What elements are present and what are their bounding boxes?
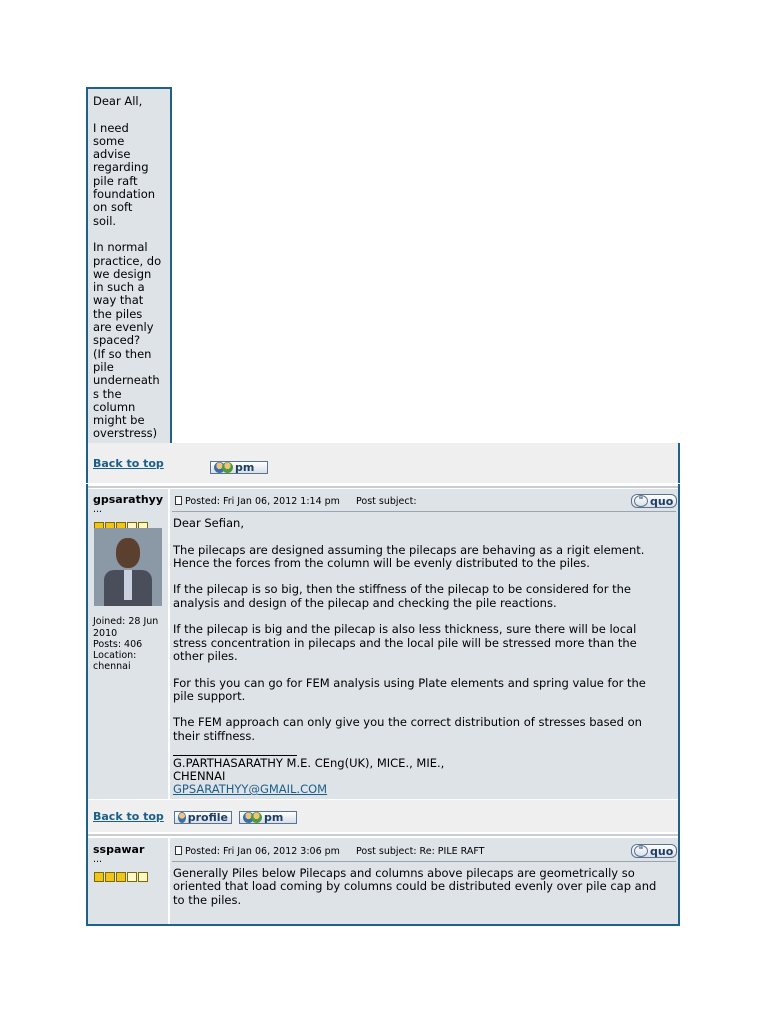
message-line: some: [93, 133, 125, 148]
message-line: other piles.: [173, 648, 238, 663]
message-line: [173, 610, 677, 623]
quote-label: quo: [650, 494, 674, 508]
post1-back-to-top-link[interactable]: Back to top: [93, 810, 164, 823]
post-icon: [175, 496, 182, 505]
message-line: the piles: [93, 306, 143, 321]
message-line: stress concentration in pilecaps and the local pile will be stressed more than the: [173, 635, 637, 650]
post1-signature-line2: CHENNAI: [173, 769, 226, 783]
post1-signature-line1: G.PARTHASARATHY M.E. CEng(UK), MICE., MIE.,: [173, 756, 445, 770]
message-line: to the piles.: [173, 892, 242, 907]
post1-email-link[interactable]: GPSARATHYY@GMAIL.COM: [173, 782, 328, 796]
message-line: oriented that load coming by columns could be distributed evenly over pile cap and: [173, 879, 657, 894]
post1-profile-button[interactable]: [174, 811, 232, 824]
message-line: on soft: [93, 200, 133, 215]
message-line: s the: [93, 386, 122, 401]
post0-pm-button[interactable]: [210, 461, 268, 474]
message-line: their stiffness.: [173, 728, 256, 743]
message-line: [173, 663, 677, 676]
quote-icon: ": [634, 495, 648, 507]
post-icon: [175, 846, 182, 855]
rank-star-icon: [138, 872, 148, 882]
post2-header: [175, 846, 484, 858]
message-line: [173, 703, 677, 716]
message-line: soil.: [93, 213, 117, 228]
quote-label: quo: [650, 844, 674, 858]
post2-author-sub: ...: [93, 854, 103, 865]
message-line: underneath: [93, 373, 160, 388]
post1-pm-button[interactable]: [239, 811, 297, 824]
user-icon: [222, 462, 233, 473]
message-line: Generally Piles below Pilecaps and columns above pilecaps are geometrically so: [173, 866, 635, 880]
user-icon: [251, 812, 262, 823]
message-line: If the pilecap is big and the pilecap is also less thickness, sure there will be local: [173, 622, 637, 637]
post1-header: [175, 496, 417, 508]
post1-subject: Post subject:: [356, 496, 417, 507]
quote-icon: ": [634, 845, 648, 857]
message-line: analysis and design of the pilecap and checking the pile reactions.: [173, 595, 557, 610]
post2-posted: Posted: Fri Jan 06, 2012 3:06 pm: [185, 846, 340, 857]
post1-quote-button[interactable]: [631, 494, 677, 508]
message-line: For this you can go for FEM analysis using Plate elements and spring value for the: [173, 675, 646, 690]
rank-star-icon: [105, 872, 115, 882]
message-line: [173, 530, 677, 543]
message-line: advise: [93, 147, 131, 162]
post0-message: [93, 95, 169, 441]
message-line: pile raft: [93, 173, 138, 188]
post1-author-sub: ...: [93, 504, 103, 515]
post1-message: [173, 517, 677, 743]
profile-label: profile: [187, 811, 228, 824]
message-line: Hence the forces from the column will be evenly distributed to the piles.: [173, 555, 590, 570]
message-line: are evenly: [93, 320, 154, 335]
message-line: in such a: [93, 280, 145, 295]
rank-star-icon: [127, 872, 137, 882]
post0-back-to-top-link[interactable]: Back to top: [93, 457, 164, 470]
post1-joined: Joined: 28 Jun 2010: [93, 616, 159, 639]
post2-quote-button[interactable]: [631, 844, 677, 858]
message-line: overstress): [93, 426, 158, 441]
message-line: The pilecaps are designed assuming the pilecaps are behaving as a rigit element.: [173, 542, 645, 557]
message-line: might be: [93, 413, 145, 428]
pm-label: pm: [264, 811, 284, 824]
message-line: The FEM approach can only give you the correct distribution of stresses based on: [173, 715, 642, 730]
rank-star-icon: [94, 872, 104, 882]
post2-message: [173, 867, 677, 907]
post2-rank-stars: [94, 867, 149, 886]
post1-posts: Posts: 406: [93, 639, 143, 650]
message-line: [93, 108, 169, 121]
post1-location: chennai: [93, 661, 131, 672]
message-line: column: [93, 399, 136, 414]
post0-footer-row: [86, 443, 680, 483]
post2-subject: Post subject: Re: PILE RAFT: [356, 846, 485, 857]
avatar: [94, 528, 162, 606]
message-line: In normal: [93, 240, 148, 255]
post1-posted: Posted: Fri Jan 06, 2012 1:14 pm: [185, 496, 340, 507]
post1-author-name[interactable]: gpsarathyy: [93, 493, 163, 506]
message-line: If the pilecap is so big, then the stiffness of the pilecap to be considered for the: [173, 582, 631, 597]
message-line: we design: [93, 266, 152, 281]
message-line: pile: [93, 359, 114, 374]
rank-star-icon: [116, 872, 126, 882]
post1-location-label: Location:: [93, 650, 137, 661]
message-line: spaced?: [93, 333, 141, 348]
message-line: (If so then: [93, 346, 152, 361]
message-line: practice, do: [93, 253, 162, 268]
message-line: [173, 570, 677, 583]
message-line: I need: [93, 120, 129, 135]
message-line: foundation: [93, 187, 156, 202]
message-line: Dear All,: [93, 94, 143, 108]
message-line: way that: [93, 293, 144, 308]
post2-author-name[interactable]: sspawar: [93, 843, 145, 856]
user-icon: [178, 812, 186, 823]
message-line: [93, 228, 169, 241]
pm-label: pm: [235, 461, 255, 474]
message-line: pile support.: [173, 688, 246, 703]
message-line: Dear Sefian,: [173, 516, 244, 530]
message-line: regarding: [93, 160, 149, 175]
